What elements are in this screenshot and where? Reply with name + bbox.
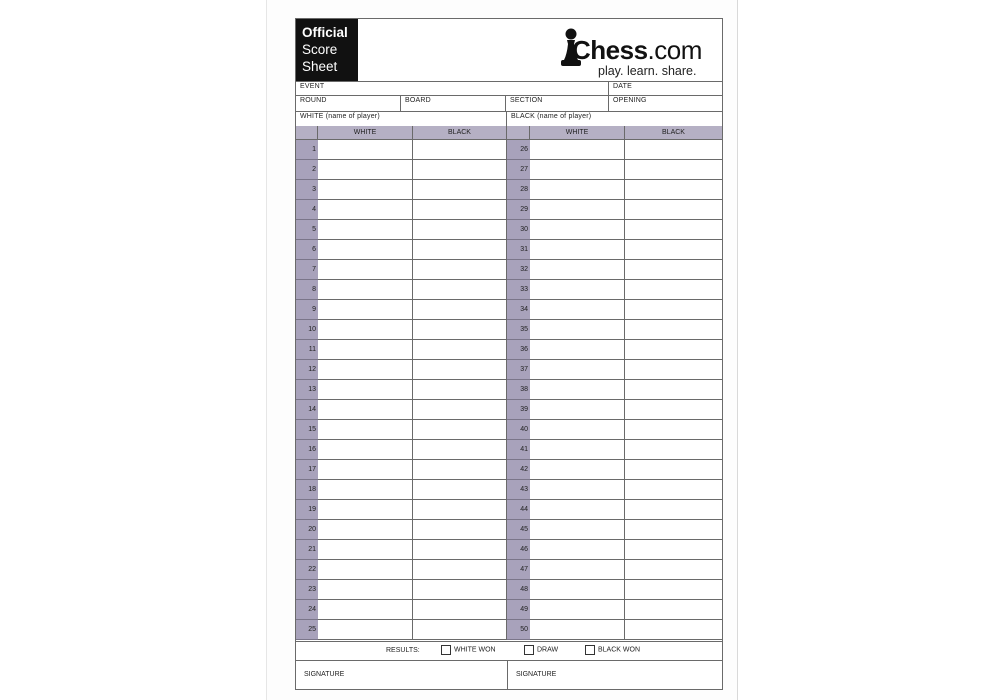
move-row xyxy=(296,240,722,260)
black-move-cell[interactable] xyxy=(413,140,507,160)
black-move-cell[interactable] xyxy=(625,460,722,480)
move-number-left: 17 xyxy=(296,460,318,480)
white-move-cell[interactable] xyxy=(530,360,625,380)
black-move-cell[interactable] xyxy=(625,320,722,340)
move-number-left: 9 xyxy=(296,300,318,320)
move-number-left: 12 xyxy=(296,360,318,380)
white-move-cell[interactable] xyxy=(318,340,413,360)
black-move-cell[interactable] xyxy=(413,240,507,260)
white-move-cell[interactable] xyxy=(530,560,625,580)
move-row xyxy=(296,300,722,320)
black-move-cell[interactable] xyxy=(625,560,722,580)
round-label: ROUND xyxy=(300,97,327,104)
black-move-cell[interactable] xyxy=(413,160,507,180)
move-number-left: 16 xyxy=(296,440,318,460)
move-row xyxy=(296,580,722,600)
move-number-right: 40 xyxy=(507,420,530,440)
move-number-right: 50 xyxy=(507,620,530,640)
black-move-cell[interactable] xyxy=(625,140,722,160)
move-row xyxy=(296,500,722,520)
white-player-label: WHITE (name of player) xyxy=(300,113,380,120)
white-move-cell[interactable] xyxy=(530,160,625,180)
move-number-left: 1 xyxy=(296,140,318,160)
move-number-left: 22 xyxy=(296,560,318,580)
white-move-cell[interactable] xyxy=(318,520,413,540)
black-move-cell[interactable] xyxy=(413,340,507,360)
move-number-left: 6 xyxy=(296,240,318,260)
move-number-left: 2 xyxy=(296,160,318,180)
move-number-right: 34 xyxy=(507,300,530,320)
black-move-cell[interactable] xyxy=(413,180,507,200)
move-number-left: 14 xyxy=(296,400,318,420)
white-move-cell[interactable] xyxy=(318,140,413,160)
info-row-round xyxy=(296,95,722,112)
section-label: SECTION xyxy=(510,97,543,104)
white-move-cell[interactable] xyxy=(530,620,625,640)
white-move-cell[interactable] xyxy=(318,220,413,240)
white-move-cell[interactable] xyxy=(318,460,413,480)
move-row xyxy=(296,380,722,400)
moves-grid xyxy=(296,126,722,642)
white-move-cell[interactable] xyxy=(530,520,625,540)
column-header-black-right: BLACK xyxy=(625,126,722,140)
black-move-cell[interactable] xyxy=(413,260,507,280)
move-number-right: 42 xyxy=(507,460,530,480)
move-number-left: 19 xyxy=(296,500,318,520)
black-move-cell[interactable] xyxy=(413,440,507,460)
white-move-cell[interactable] xyxy=(530,220,625,240)
white-move-cell[interactable] xyxy=(318,240,413,260)
black-move-cell[interactable] xyxy=(413,420,507,440)
signature-field-left[interactable] xyxy=(296,660,508,689)
move-row xyxy=(296,600,722,620)
move-number-left: 13 xyxy=(296,380,318,400)
move-row xyxy=(296,420,722,440)
move-number-right: 49 xyxy=(507,600,530,620)
white-move-cell[interactable] xyxy=(318,320,413,340)
black-move-cell[interactable] xyxy=(625,380,722,400)
black-move-cell[interactable] xyxy=(625,620,722,640)
black-move-cell[interactable] xyxy=(625,520,722,540)
results-label: RESULTS: xyxy=(386,647,420,654)
move-number-left: 23 xyxy=(296,580,318,600)
black-move-cell[interactable] xyxy=(625,340,722,360)
white-move-cell[interactable] xyxy=(530,240,625,260)
move-number-left: 4 xyxy=(296,200,318,220)
white-move-cell[interactable] xyxy=(318,420,413,440)
brand-suffix: .com xyxy=(647,35,702,65)
move-number-right: 30 xyxy=(507,220,530,240)
brand-main: Chess xyxy=(572,35,648,65)
move-row xyxy=(296,260,722,280)
black-move-cell[interactable] xyxy=(625,480,722,500)
score-sheet xyxy=(295,18,723,690)
result-white-won[interactable] xyxy=(441,645,496,655)
move-row xyxy=(296,480,722,500)
white-move-cell[interactable] xyxy=(318,480,413,500)
move-number-left: 7 xyxy=(296,260,318,280)
black-move-cell[interactable] xyxy=(413,460,507,480)
white-move-cell[interactable] xyxy=(318,300,413,320)
black-move-cell[interactable] xyxy=(625,260,722,280)
move-row xyxy=(296,460,722,480)
white-move-cell[interactable] xyxy=(318,280,413,300)
white-move-cell[interactable] xyxy=(530,280,625,300)
black-move-cell[interactable] xyxy=(625,420,722,440)
black-move-cell[interactable] xyxy=(625,200,722,220)
sheet-header xyxy=(296,19,722,82)
black-move-cell[interactable] xyxy=(413,540,507,560)
move-row xyxy=(296,320,722,340)
results-row xyxy=(296,641,722,661)
white-move-cell[interactable] xyxy=(318,540,413,560)
move-number-right: 26 xyxy=(507,140,530,160)
move-row xyxy=(296,180,722,200)
move-row xyxy=(296,440,722,460)
checkbox-icon[interactable] xyxy=(585,645,595,655)
white-move-cell[interactable] xyxy=(530,420,625,440)
black-move-cell[interactable] xyxy=(413,280,507,300)
black-move-cell[interactable] xyxy=(413,520,507,540)
move-row xyxy=(296,220,722,240)
move-number-left: 20 xyxy=(296,520,318,540)
white-move-cell[interactable] xyxy=(318,360,413,380)
white-move-cell[interactable] xyxy=(318,500,413,520)
white-move-cell[interactable] xyxy=(318,600,413,620)
black-move-cell[interactable] xyxy=(413,500,507,520)
move-number-left: 10 xyxy=(296,320,318,340)
official-score-sheet-label xyxy=(296,19,358,81)
move-number-left: 18 xyxy=(296,480,318,500)
black-move-cell[interactable] xyxy=(413,600,507,620)
black-move-cell[interactable] xyxy=(625,360,722,380)
move-number-right: 28 xyxy=(507,180,530,200)
move-number-right: 46 xyxy=(507,540,530,560)
black-move-cell[interactable] xyxy=(413,360,507,380)
move-number-right: 36 xyxy=(507,340,530,360)
result-black-won[interactable] xyxy=(585,645,640,655)
move-row xyxy=(296,160,722,180)
white-move-cell[interactable] xyxy=(530,600,625,620)
move-row xyxy=(296,140,722,160)
white-move-cell[interactable] xyxy=(318,580,413,600)
move-number-right: 31 xyxy=(507,240,530,260)
move-row xyxy=(296,520,722,540)
move-row xyxy=(296,620,722,640)
white-move-cell[interactable] xyxy=(318,440,413,460)
info-row-players xyxy=(296,111,722,126)
white-move-cell[interactable] xyxy=(318,400,413,420)
result-white-won-label: WHITE WON xyxy=(454,646,496,654)
move-number-left: 21 xyxy=(296,540,318,560)
opening-label: OPENING xyxy=(613,97,647,104)
black-move-cell[interactable] xyxy=(625,180,722,200)
white-player-field[interactable] xyxy=(296,111,507,126)
black-move-cell[interactable] xyxy=(413,380,507,400)
event-label: EVENT xyxy=(300,83,325,90)
event-field[interactable] xyxy=(296,81,609,95)
black-move-cell[interactable] xyxy=(413,200,507,220)
white-move-cell[interactable] xyxy=(530,540,625,560)
number-column-header-right xyxy=(507,126,530,140)
move-number-right: 29 xyxy=(507,200,530,220)
white-move-cell[interactable] xyxy=(318,180,413,200)
black-move-cell[interactable] xyxy=(625,580,722,600)
black-move-cell[interactable] xyxy=(625,280,722,300)
black-move-cell[interactable] xyxy=(625,400,722,420)
result-draw[interactable] xyxy=(524,645,558,655)
black-move-cell[interactable] xyxy=(625,220,722,240)
move-number-right: 47 xyxy=(507,560,530,580)
white-move-cell[interactable] xyxy=(530,400,625,420)
white-move-cell[interactable] xyxy=(530,460,625,480)
opening-field[interactable] xyxy=(609,95,722,111)
move-row xyxy=(296,360,722,380)
black-move-cell[interactable] xyxy=(625,540,722,560)
white-move-cell[interactable] xyxy=(530,260,625,280)
black-move-cell[interactable] xyxy=(413,620,507,640)
move-row xyxy=(296,280,722,300)
white-move-cell[interactable] xyxy=(530,180,625,200)
black-player-field[interactable] xyxy=(507,111,722,126)
black-move-cell[interactable] xyxy=(625,300,722,320)
move-number-right: 32 xyxy=(507,260,530,280)
move-number-left: 25 xyxy=(296,620,318,640)
black-move-cell[interactable] xyxy=(413,560,507,580)
move-number-right: 43 xyxy=(507,480,530,500)
white-move-cell[interactable] xyxy=(318,200,413,220)
move-number-right: 33 xyxy=(507,280,530,300)
move-number-left: 15 xyxy=(296,420,318,440)
signature-label-left: SIGNATURE xyxy=(304,671,345,678)
black-move-cell[interactable] xyxy=(413,220,507,240)
official-line-1: Official xyxy=(302,25,348,40)
black-move-cell[interactable] xyxy=(413,580,507,600)
brand-name xyxy=(572,35,702,66)
black-move-cell[interactable] xyxy=(625,440,722,460)
section-field[interactable] xyxy=(506,95,609,111)
result-draw-label: DRAW xyxy=(537,646,559,654)
black-move-cell[interactable] xyxy=(625,500,722,520)
black-move-cell[interactable] xyxy=(413,300,507,320)
move-row xyxy=(296,560,722,580)
move-number-right: 48 xyxy=(507,580,530,600)
signature-field-right[interactable] xyxy=(508,660,722,689)
move-number-left: 24 xyxy=(296,600,318,620)
move-number-right: 41 xyxy=(507,440,530,460)
move-number-left: 8 xyxy=(296,280,318,300)
white-move-cell[interactable] xyxy=(318,260,413,280)
white-move-cell[interactable] xyxy=(530,200,625,220)
white-move-cell[interactable] xyxy=(318,620,413,640)
date-field[interactable] xyxy=(609,81,722,95)
chess-com-logo xyxy=(560,23,720,79)
white-move-cell[interactable] xyxy=(318,160,413,180)
signature-label-right: SIGNATURE xyxy=(516,671,557,678)
column-header-white-right: WHITE xyxy=(530,126,625,140)
move-row xyxy=(296,400,722,420)
black-move-cell[interactable] xyxy=(413,480,507,500)
info-row-event xyxy=(296,81,722,96)
move-number-left: 11 xyxy=(296,340,318,360)
white-move-cell[interactable] xyxy=(530,340,625,360)
date-label: DATE xyxy=(613,83,632,90)
white-move-cell[interactable] xyxy=(530,140,625,160)
black-player-label: BLACK (name of player) xyxy=(511,113,592,120)
black-move-cell[interactable] xyxy=(625,600,722,620)
column-header-black-left: BLACK xyxy=(413,126,507,140)
board-field[interactable] xyxy=(401,95,506,111)
white-move-cell[interactable] xyxy=(530,320,625,340)
column-header-white-left: WHITE xyxy=(318,126,413,140)
move-row xyxy=(296,540,722,560)
official-line-3: Sheet xyxy=(302,59,338,74)
checkbox-icon[interactable] xyxy=(441,645,451,655)
move-number-right: 39 xyxy=(507,400,530,420)
move-number-right: 44 xyxy=(507,500,530,520)
official-line-2: Score xyxy=(302,42,338,57)
white-move-cell[interactable] xyxy=(530,300,625,320)
checkbox-icon[interactable] xyxy=(524,645,534,655)
move-number-right: 27 xyxy=(507,160,530,180)
white-move-cell[interactable] xyxy=(318,380,413,400)
move-number-left: 3 xyxy=(296,180,318,200)
move-number-left: 5 xyxy=(296,220,318,240)
move-number-right: 35 xyxy=(507,320,530,340)
move-number-right: 38 xyxy=(507,380,530,400)
round-field[interactable] xyxy=(296,95,401,111)
black-move-cell[interactable] xyxy=(413,400,507,420)
black-move-cell[interactable] xyxy=(625,160,722,180)
move-row xyxy=(296,200,722,220)
number-column-header xyxy=(296,126,318,140)
board-label: BOARD xyxy=(405,97,431,104)
white-move-cell[interactable] xyxy=(530,580,625,600)
black-move-cell[interactable] xyxy=(413,320,507,340)
white-move-cell[interactable] xyxy=(530,480,625,500)
white-move-cell[interactable] xyxy=(530,380,625,400)
move-row xyxy=(296,340,722,360)
result-black-won-label: BLACK WON xyxy=(598,646,641,654)
brand-tagline: play. learn. share. xyxy=(598,64,697,78)
white-move-cell[interactable] xyxy=(530,440,625,460)
move-number-right: 45 xyxy=(507,520,530,540)
white-move-cell[interactable] xyxy=(318,560,413,580)
move-number-right: 37 xyxy=(507,360,530,380)
black-move-cell[interactable] xyxy=(625,240,722,260)
white-move-cell[interactable] xyxy=(530,500,625,520)
